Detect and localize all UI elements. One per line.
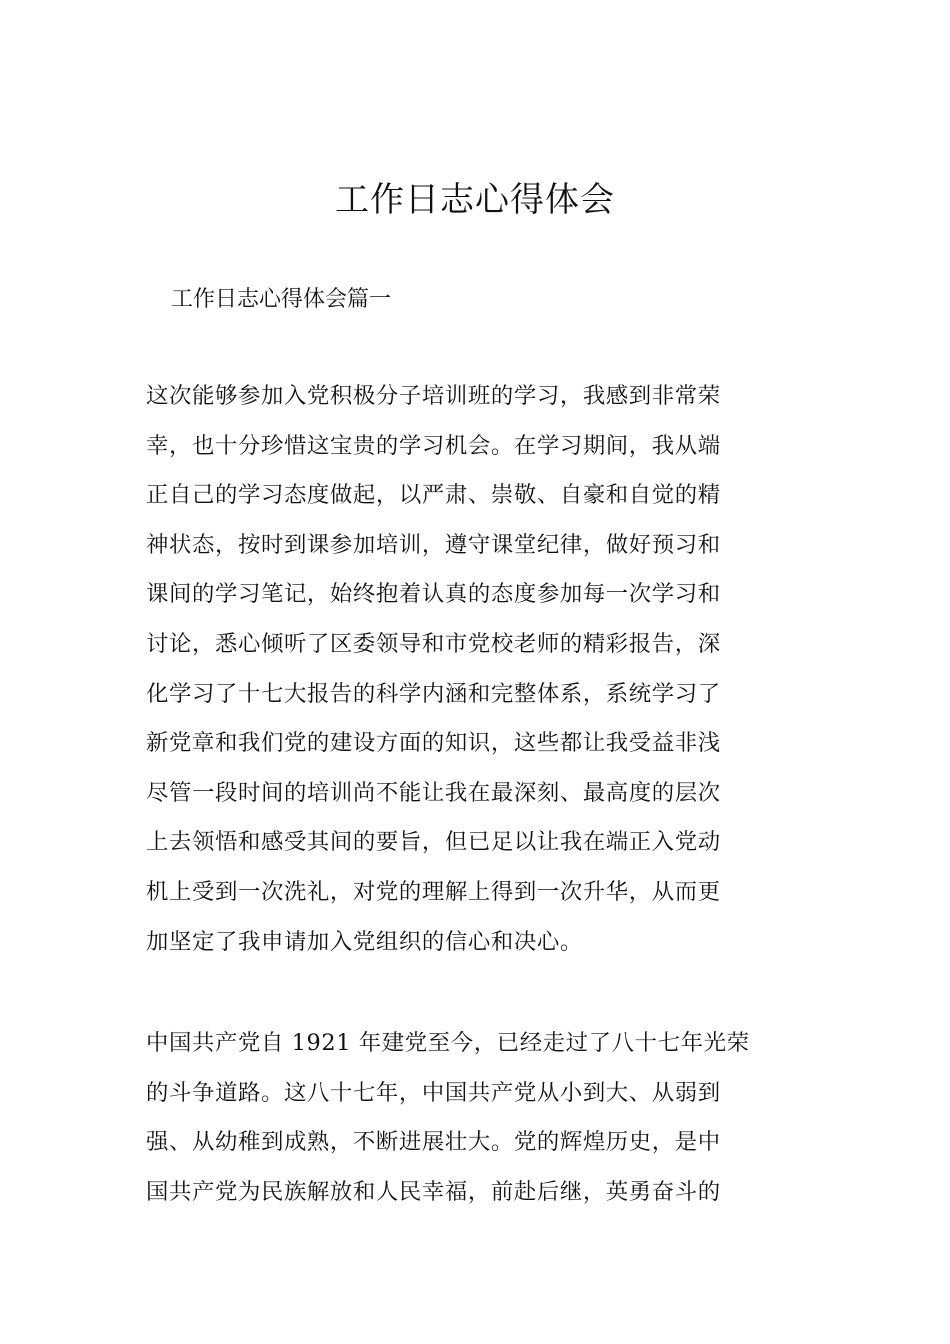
paragraph-line: 幸，也十分珍惜这宝贵的学习机会。在学习期间，我从端 xyxy=(146,432,721,459)
paragraph-line: 新党章和我们党的建设方面的知识，这些都让我受益非浅 xyxy=(146,730,721,757)
section-heading: 工作日志心得体会篇一 xyxy=(171,287,392,312)
paragraph-line: 这次能够参加入党积极分子培训班的学习，我感到非常荣 xyxy=(146,383,721,409)
paragraph-line: 中国共产党自 1921 年建党至今，已经走过了八十七年光荣 xyxy=(146,1030,750,1056)
paragraph-line: 的斗争道路。这八十七年，中国共产党从小到大、从弱到 xyxy=(146,1079,721,1106)
paragraph-line: 化学习了十七大报告的科学内涵和完整体系，系统学习了 xyxy=(146,680,721,707)
paragraph-line: 上去领悟和感受其间的要旨，但已足以让我在端正入党动 xyxy=(146,829,721,856)
paragraph-line: 加坚定了我申请加入党组织的信心和决心。 xyxy=(146,928,583,955)
paragraph-line: 机上受到一次洗礼，对党的理解上得到一次升华，从而更 xyxy=(146,878,721,905)
paragraph-line: 课间的学习笔记，始终抱着认真的态度参加每一次学习和 xyxy=(146,581,721,608)
paragraph-line: 强、从幼稚到成熟，不断进展壮大。党的辉煌历史，是中 xyxy=(146,1129,721,1156)
paragraph-line: 国共产党为民族解放和人民幸福，前赴后继，英勇奋斗的 xyxy=(146,1178,721,1205)
paragraph-line: 尽管一段时间的培训尚不能让我在最深刻、最高度的层次 xyxy=(146,779,721,806)
paragraph-line: 神状态，按时到课参加培训，遵守课堂纪律，做好预习和 xyxy=(146,531,721,558)
paragraph-line: 正自己的学习态度做起，以严肃、崇敬、自豪和自觉的精 xyxy=(146,482,721,509)
document-title: 工作日志心得体会 xyxy=(335,180,615,220)
paragraph-line: 讨论，悉心倾听了区委领导和市党校老师的精彩报告，深 xyxy=(146,630,721,657)
paragraph-2 xyxy=(146,1019,818,1217)
paragraph-1 xyxy=(146,372,818,967)
